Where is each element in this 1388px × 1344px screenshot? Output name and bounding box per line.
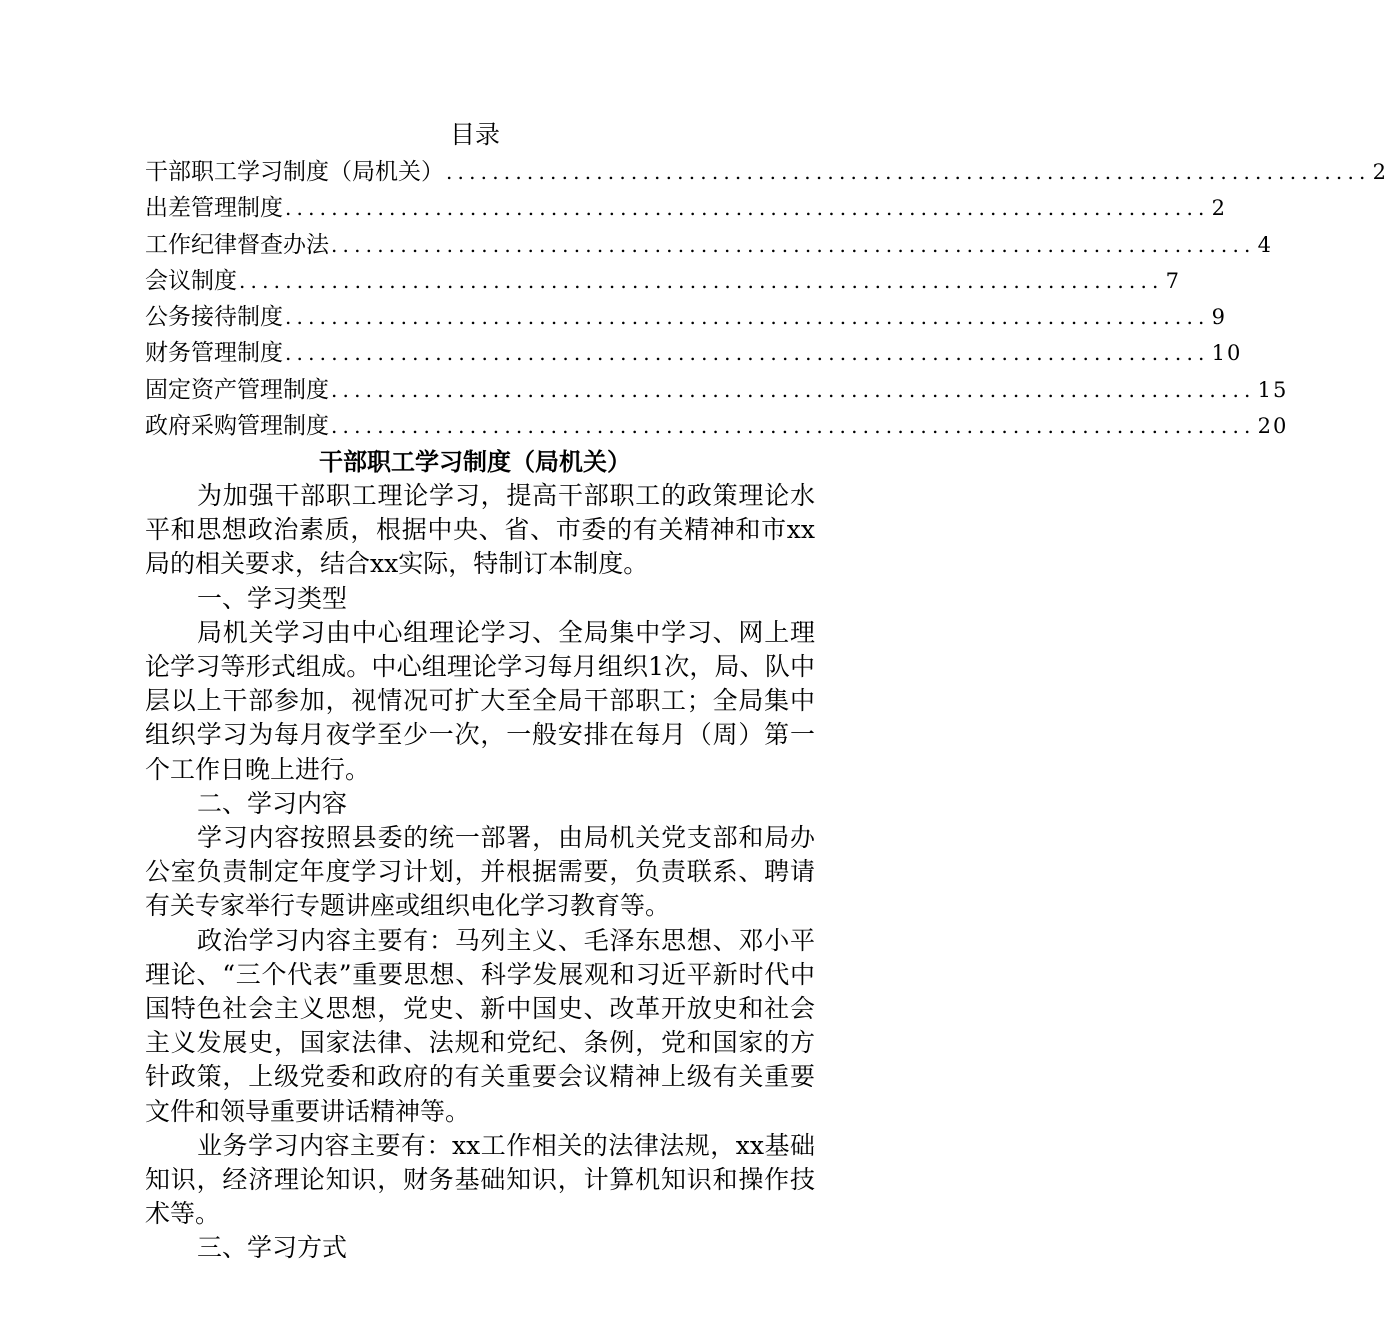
toc-entry[interactable] <box>145 264 1181 300</box>
section-heading: 二、学习内容 <box>197 788 348 818</box>
toc-leader-dots: ................................................................................ <box>331 377 1256 402</box>
toc-entry-page: 2 <box>1372 160 1388 184</box>
toc-entry-page: 7 <box>1165 268 1181 293</box>
document-title: 干部职工学习制度（局机关） <box>319 447 631 476</box>
toc-entry-label: 工作纪律督查办法 <box>145 231 329 258</box>
toc-entry-page: 2 <box>1211 196 1227 221</box>
toc-entry[interactable] <box>145 373 1289 409</box>
toc-entry-label: 固定资产管理制度 <box>145 376 329 403</box>
toc-entry[interactable] <box>145 336 1243 372</box>
toc-entry[interactable] <box>145 191 1227 227</box>
document-body <box>145 479 815 1266</box>
toc-leader-dots: ................................................................................ <box>285 196 1210 221</box>
toc-leader-dots: ................................................................................ <box>331 232 1256 257</box>
body-paragraph: 政治学习内容主要有：马列主义、毛泽东思想、邓小平理论、“三个代表”重要思想、科学发展观和习近平新时代中国特色社会主义思想，党史、新中国史、改革开放史和社会主义发展史，国家法律、法规和党纪、条例，党和国家的方针政策，上级党委和政府的有关重要会议精神上级有关重要文件和领导重要讲话精神等。 <box>145 925 815 1126</box>
toc-entry-label: 会议制度 <box>145 267 237 294</box>
toc-leader-dots: ................................................................................ <box>239 268 1164 293</box>
toc-entry[interactable] <box>145 409 1289 445</box>
body-paragraph: 业务学习内容主要有：xx工作相关的法律法规，xx基础知识，经济理论知识，财务基础知识，计算机知识和操作技术等。 <box>145 1130 815 1229</box>
toc-entry-page: 9 <box>1211 305 1227 330</box>
toc-leader-dots: ................................................................................ <box>285 341 1210 366</box>
body-paragraph: 学习内容按照县委的统一部署，由局机关党支部和局办公室负责制定年度学习计划，并根据需要，负责联系、聘请有关专家举行专题讲座或组织电化学习教育等。 <box>145 823 815 921</box>
toc-leader-dots: ................................................................................ <box>285 305 1210 330</box>
body-paragraph: 局机关学习由中心组理论学习、全局集中学习、网上理论学习等形式组成。中心组理论学习每月组织1次，局、队中层以上干部参加，视情况可扩大至全局干部职工；全局集中组织学习为每月夜学至少一次，一般安排在每月（周）第一个工作日晚上进行。 <box>145 617 815 784</box>
intro-paragraph: 为加强干部职工理论学习，提高干部职工的政策理论水平和思想政治素质，根据中央、省、市委的有关精神和市xx局的相关要求，结合xx实际，特制订本制度。 <box>145 481 815 579</box>
toc-entry-page: 20 <box>1257 414 1289 439</box>
toc-entry-label: 政府采购管理制度 <box>145 413 329 440</box>
toc-entry-label: 财务管理制度 <box>145 340 283 367</box>
toc-entry-page: 15 <box>1257 377 1289 402</box>
toc-title: 目录 <box>449 120 500 149</box>
section-heading: 三、学习方式 <box>197 1233 348 1263</box>
section-heading: 一、学习类型 <box>197 583 348 613</box>
toc-entry[interactable] <box>145 228 1273 264</box>
toc-entry[interactable] <box>145 300 1227 336</box>
toc-entry[interactable] <box>145 155 1388 191</box>
toc-entry-label: 公务接待制度 <box>145 304 283 331</box>
toc-entry-page: 4 <box>1257 232 1273 257</box>
toc-leader-dots: ................................................................................ <box>331 414 1256 439</box>
table-of-contents <box>145 155 1388 445</box>
toc-entry-page: 10 <box>1211 341 1243 366</box>
toc-entry-label: 干部职工学习制度（局机关） <box>145 159 444 185</box>
toc-leader-dots: ................................................................................ <box>446 160 1371 184</box>
toc-entry-label: 出差管理制度 <box>145 195 283 222</box>
